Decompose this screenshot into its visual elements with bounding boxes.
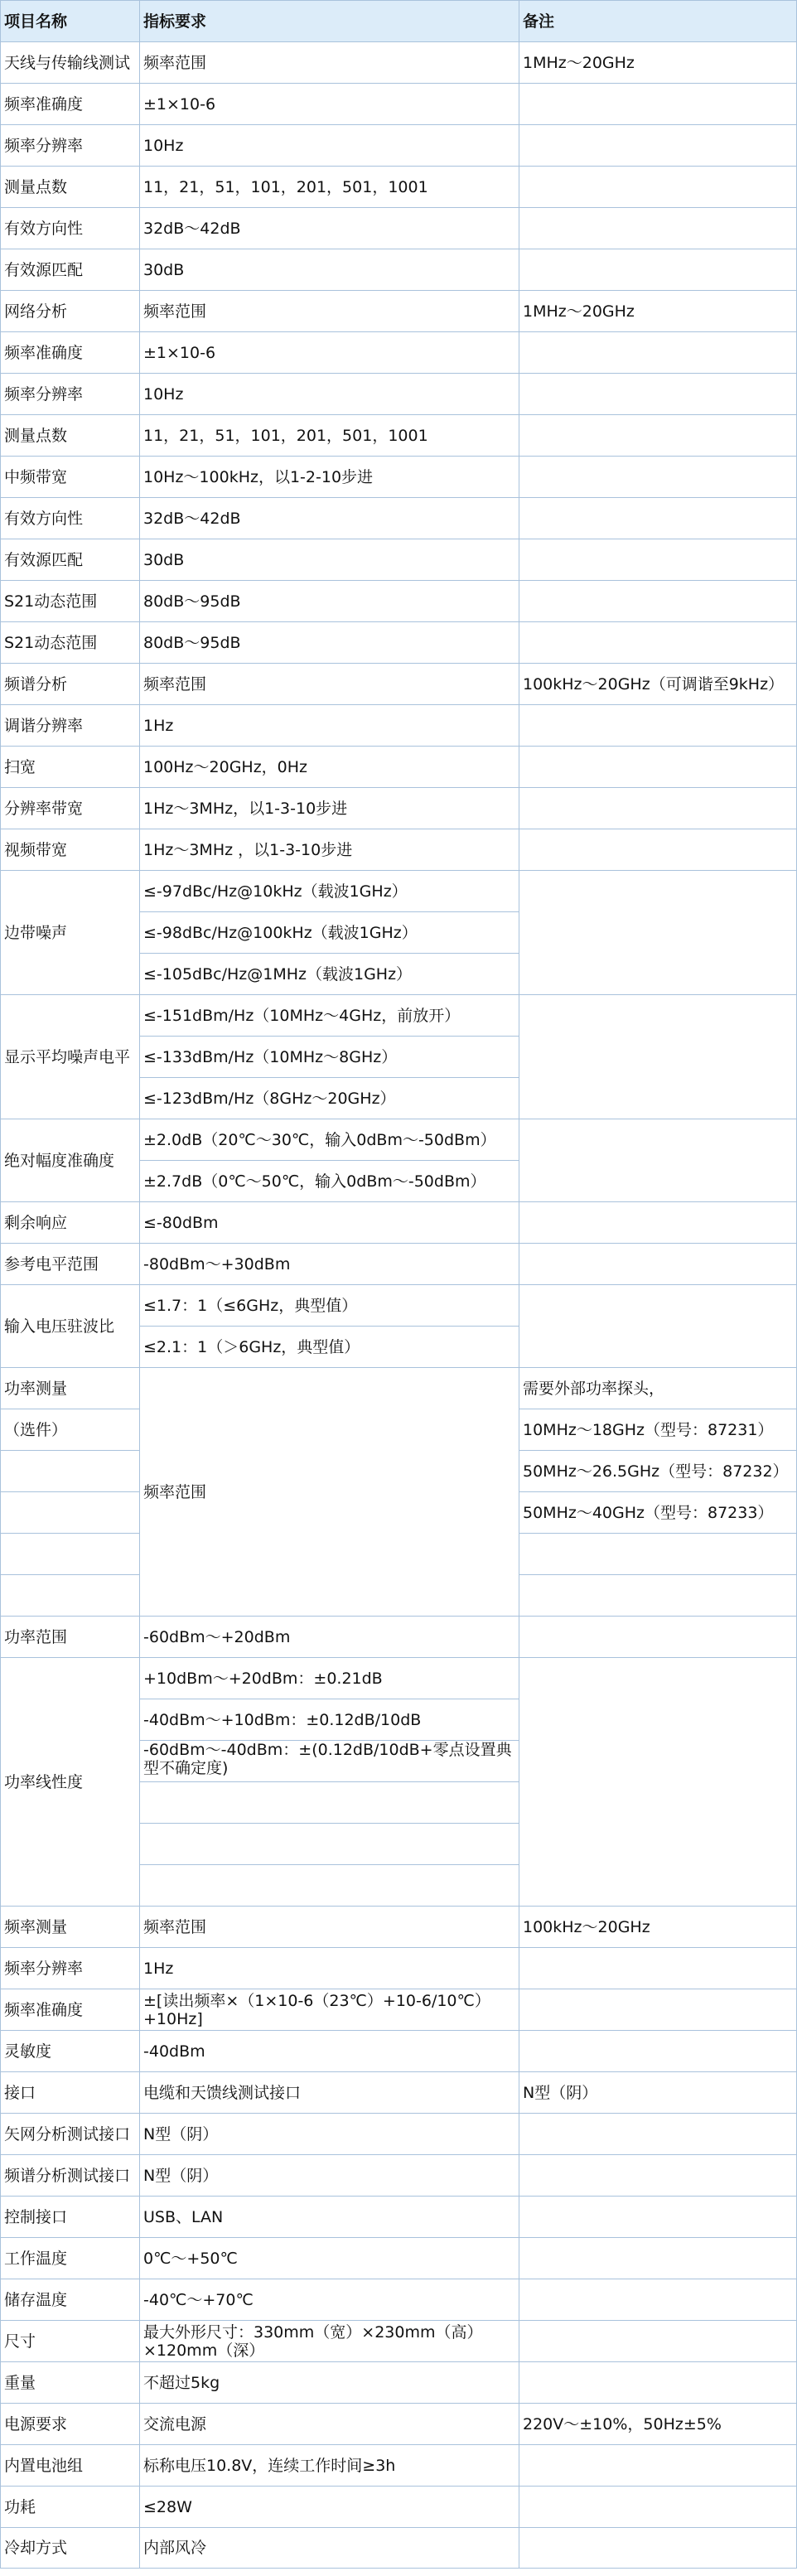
cell-item: 频率准确度 [1, 1989, 140, 2031]
cell-requirement: 10Hz～100kHz，以1-2-10步进 [140, 457, 519, 498]
table-row [1, 2279, 797, 2321]
cell-item: 频率准确度 [1, 84, 140, 125]
cell-requirement: 最大外形尺寸：330mm（宽）×230mm（高）×120mm（深） [140, 2321, 519, 2362]
cell-item: 参考电平范围 [1, 1244, 140, 1285]
cell-item: 天线与传输线测试 [1, 42, 140, 84]
table-row [1, 2445, 797, 2487]
table-row [1, 1948, 797, 1989]
table-row [1, 747, 797, 788]
cell-remark [519, 705, 797, 747]
cell-remark: 220V～±10%，50Hz±5% [519, 2404, 797, 2445]
cell-requirement: 1Hz～3MHz，以1-3-10步进 [140, 788, 519, 829]
cell-requirement: ±1×10-6 [140, 332, 519, 374]
cell-remark: 需要外部功率探头， [519, 1368, 797, 1409]
cell-requirement: ≤-80dBm [140, 1202, 519, 1244]
cell-requirement: -60dBm～-40dBm：±(0.12dB/10dB+零点设置典型不确定度) [140, 1741, 519, 1782]
cell-requirement-empty [140, 1782, 519, 1824]
table-row [1, 871, 797, 912]
cell-requirement: +10dBm～+20dBm：±0.21dB [140, 1658, 519, 1699]
cell-remark: 1MHz～20GHz [519, 291, 797, 332]
table-row [1, 249, 797, 291]
cell-requirement: 11，21，51，101，201，501，1001 [140, 167, 519, 208]
table-row [1, 291, 797, 332]
cell-item: 电源要求 [1, 2404, 140, 2445]
cell-remark-empty [519, 1285, 797, 1368]
cell-requirement: 30dB [140, 539, 519, 581]
cell-requirement: USB、LAN [140, 2197, 519, 2238]
cell-item-empty [1, 1492, 140, 1534]
cell-remark [519, 2321, 797, 2362]
cell-requirement: ±[读出频率×（1×10-6（23℃）+10-6/10℃）+10Hz] [140, 1989, 519, 2031]
cell-requirement: ≤28W [140, 2487, 519, 2528]
table-row [1, 84, 797, 125]
cell-remark [519, 2197, 797, 2238]
cell-requirement: -40dBm [140, 2031, 519, 2072]
cell-remark [519, 2155, 797, 2197]
cell-requirement: ±2.7dB（0℃～50℃，输入0dBm～-50dBm） [140, 1161, 519, 1202]
cell-requirement: -40dBm～+10dBm：±0.12dB/10dB [140, 1699, 519, 1741]
cell-item: 尺寸 [1, 2321, 140, 2362]
table-row [1, 2238, 797, 2279]
cell-item-power: 功率测量 [1, 1368, 140, 1409]
cell-requirement-empty [140, 1824, 519, 1865]
cell-item-empty [1, 1575, 140, 1617]
table-row [1, 42, 797, 84]
cell-remark [519, 1948, 797, 1989]
cell-remark-empty [519, 1202, 797, 1244]
table-row [1, 2072, 797, 2114]
cell-remark [519, 2238, 797, 2279]
cell-remark [519, 457, 797, 498]
cell-remark: 50MHz～40GHz（型号：87233） [519, 1492, 797, 1534]
cell-item: 频率测量 [1, 1907, 140, 1948]
cell-item: 重量 [1, 2362, 140, 2404]
cell-item-empty [1, 1534, 140, 1575]
cell-item: 冷却方式 [1, 2528, 140, 2569]
cell-requirement: ±2.0dB（20℃～30℃，输入0dBm～-50dBm） [140, 1119, 519, 1161]
cell-item: 工作温度 [1, 2238, 140, 2279]
cell-item: 频率分辨率 [1, 125, 140, 167]
cell-remark-empty [519, 1575, 797, 1617]
cell-remark: 10MHz～18GHz（型号：87231） [519, 1409, 797, 1451]
header-item-name: 项目名称 [1, 1, 140, 42]
cell-item: 灵敏度 [1, 2031, 140, 2072]
cell-requirement: 标称电压10.8V，连续工作时间≥3h [140, 2445, 519, 2487]
table-header-row [1, 1, 797, 42]
cell-item: 中频带宽 [1, 457, 140, 498]
cell-remark [519, 415, 797, 457]
table-row [1, 705, 797, 747]
cell-remark-empty [519, 1244, 797, 1285]
cell-item: 测量点数 [1, 167, 140, 208]
table-row [1, 167, 797, 208]
table-row [1, 2487, 797, 2528]
table-row [1, 1119, 797, 1161]
cell-item: 接口 [1, 2072, 140, 2114]
cell-requirement: 80dB～95dB [140, 622, 519, 664]
cell-remark [519, 125, 797, 167]
cell-remark: 50MHz～26.5GHz（型号：87232） [519, 1451, 797, 1492]
cell-item: 频率准确度 [1, 332, 140, 374]
cell-requirement: -60dBm～+20dBm [140, 1617, 519, 1658]
cell-remark-empty [519, 995, 797, 1119]
table-row [1, 2155, 797, 2197]
cell-requirement: -40℃～+70℃ [140, 2279, 519, 2321]
cell-item: 频谱分析测试接口 [1, 2155, 140, 2197]
cell-requirement: ≤-133dBm/Hz（10MHz～8GHz） [140, 1037, 519, 1078]
cell-remark-empty [519, 1658, 797, 1907]
table-row [1, 498, 797, 539]
table-row [1, 1658, 797, 1699]
table-row [1, 995, 797, 1037]
cell-remark [519, 332, 797, 374]
table-row [1, 1907, 797, 1948]
cell-item: 功率范围 [1, 1617, 140, 1658]
table-row [1, 622, 797, 664]
cell-requirement: 频率范围 [140, 664, 519, 705]
cell-item: 储存温度 [1, 2279, 140, 2321]
cell-item: 频谱分析 [1, 664, 140, 705]
table-row [1, 1617, 797, 1658]
cell-remark-empty [519, 871, 797, 995]
cell-item-danl: 显示平均噪声电平 [1, 995, 140, 1119]
cell-item: 有效方向性 [1, 498, 140, 539]
cell-requirement: 频率范围 [140, 291, 519, 332]
cell-requirement: ≤2.1：1（＞6GHz，典型值） [140, 1327, 519, 1368]
cell-requirement-empty [140, 1865, 519, 1907]
cell-remark [519, 622, 797, 664]
table-row [1, 415, 797, 457]
cell-requirement: 1Hz [140, 705, 519, 747]
cell-remark [519, 249, 797, 291]
cell-remark-empty [519, 1534, 797, 1575]
cell-remark [519, 2445, 797, 2487]
cell-item-abs-amplitude: 绝对幅度准确度 [1, 1119, 140, 1202]
cell-item: 有效源匹配 [1, 249, 140, 291]
cell-item-power-linearity: 功率线性度 [1, 1658, 140, 1907]
table-row [1, 2404, 797, 2445]
table-row [1, 2362, 797, 2404]
cell-remark [519, 2362, 797, 2404]
cell-remark [519, 539, 797, 581]
cell-requirement: ≤-151dBm/Hz（10MHz～4GHz，前放开） [140, 995, 519, 1037]
cell-remark: 100kHz～20GHz（可调谐至9kHz） [519, 664, 797, 705]
cell-requirement-power-freq: 频率范围 [140, 1368, 519, 1617]
cell-requirement: 80dB～95dB [140, 581, 519, 622]
cell-requirement: 10Hz [140, 125, 519, 167]
cell-item-sideband-noise: 边带噪声 [1, 871, 140, 995]
cell-remark [519, 2528, 797, 2569]
cell-item: 分辨率带宽 [1, 788, 140, 829]
cell-item-option: （选件） [1, 1409, 140, 1451]
table-row [1, 829, 797, 871]
header-remark: 备注 [519, 1, 797, 42]
cell-remark [519, 829, 797, 871]
cell-remark-empty [519, 1119, 797, 1202]
cell-requirement: -80dBm～+30dBm [140, 1244, 519, 1285]
cell-item: S21动态范围 [1, 581, 140, 622]
cell-requirement: 11，21，51，101，201，501，1001 [140, 415, 519, 457]
cell-remark [519, 2114, 797, 2155]
cell-requirement: ≤-98dBc/Hz@100kHz（载波1GHz） [140, 912, 519, 954]
table-row [1, 457, 797, 498]
cell-item: 频率分辨率 [1, 374, 140, 415]
cell-requirement: 内部风冷 [140, 2528, 519, 2569]
cell-requirement: 交流电源 [140, 2404, 519, 2445]
cell-requirement: 不超过5kg [140, 2362, 519, 2404]
cell-item: 视频带宽 [1, 829, 140, 871]
cell-remark [519, 167, 797, 208]
cell-remark [519, 1989, 797, 2031]
cell-requirement: 30dB [140, 249, 519, 291]
cell-requirement: 电缆和天馈线测试接口 [140, 2072, 519, 2114]
table-row [1, 1202, 797, 1244]
cell-requirement: ≤-105dBc/Hz@1MHz（载波1GHz） [140, 954, 519, 995]
cell-requirement: 10Hz [140, 374, 519, 415]
cell-requirement: 0℃～+50℃ [140, 2238, 519, 2279]
cell-item: 控制接口 [1, 2197, 140, 2238]
cell-remark [519, 208, 797, 249]
cell-remark [519, 2279, 797, 2321]
cell-item: 频率分辨率 [1, 1948, 140, 1989]
table-row [1, 1285, 797, 1327]
cell-item: 调谐分辨率 [1, 705, 140, 747]
cell-requirement: N型（阴） [140, 2155, 519, 2197]
table-row [1, 1989, 797, 2031]
cell-remark [519, 747, 797, 788]
cell-requirement: 100Hz～20GHz，0Hz [140, 747, 519, 788]
cell-item-vswr: 输入电压驻波比 [1, 1285, 140, 1368]
cell-item: 扫宽 [1, 747, 140, 788]
cell-item: 剩余响应 [1, 1202, 140, 1244]
table-row [1, 2197, 797, 2238]
header-requirement: 指标要求 [140, 1, 519, 42]
table-row [1, 581, 797, 622]
cell-remark [519, 498, 797, 539]
cell-requirement: 频率范围 [140, 42, 519, 84]
table-row [1, 374, 797, 415]
cell-requirement: ≤-97dBc/Hz@10kHz（载波1GHz） [140, 871, 519, 912]
table-row [1, 208, 797, 249]
cell-item: S21动态范围 [1, 622, 140, 664]
cell-item: 内置电池组 [1, 2445, 140, 2487]
cell-remark [519, 581, 797, 622]
cell-item-empty [1, 1451, 140, 1492]
cell-requirement: ≤-123dBm/Hz（8GHz～20GHz） [140, 1078, 519, 1119]
table-row [1, 788, 797, 829]
table-row [1, 1244, 797, 1285]
table-row [1, 332, 797, 374]
table-row [1, 664, 797, 705]
cell-item: 矢网分析测试接口 [1, 2114, 140, 2155]
cell-requirement: 32dB～42dB [140, 208, 519, 249]
cell-item: 测量点数 [1, 415, 140, 457]
cell-remark [519, 2487, 797, 2528]
cell-remark [519, 2031, 797, 2072]
table-row [1, 1368, 797, 1409]
table-row [1, 2321, 797, 2362]
cell-requirement: 频率范围 [140, 1907, 519, 1948]
cell-requirement: ±1×10-6 [140, 84, 519, 125]
cell-item: 有效源匹配 [1, 539, 140, 581]
table-row [1, 2031, 797, 2072]
cell-requirement: 32dB～42dB [140, 498, 519, 539]
cell-requirement: 1Hz [140, 1948, 519, 1989]
table-row [1, 125, 797, 167]
cell-requirement: ≤1.7：1（≤6GHz，典型值） [140, 1285, 519, 1327]
table-row [1, 539, 797, 581]
cell-requirement: 1Hz～3MHz ，以1-3-10步进 [140, 829, 519, 871]
cell-remark [519, 84, 797, 125]
cell-item: 网络分析 [1, 291, 140, 332]
table-row [1, 2114, 797, 2155]
cell-remark: 100kHz～20GHz [519, 1907, 797, 1948]
cell-remark: N型（阴） [519, 2072, 797, 2114]
cell-requirement: N型（阴） [140, 2114, 519, 2155]
cell-remark [519, 788, 797, 829]
table-row [1, 2528, 797, 2569]
cell-remark: 1MHz～20GHz [519, 42, 797, 84]
cell-item: 功耗 [1, 2487, 140, 2528]
cell-remark [519, 374, 797, 415]
cell-item: 有效方向性 [1, 208, 140, 249]
cell-remark-empty [519, 1617, 797, 1658]
